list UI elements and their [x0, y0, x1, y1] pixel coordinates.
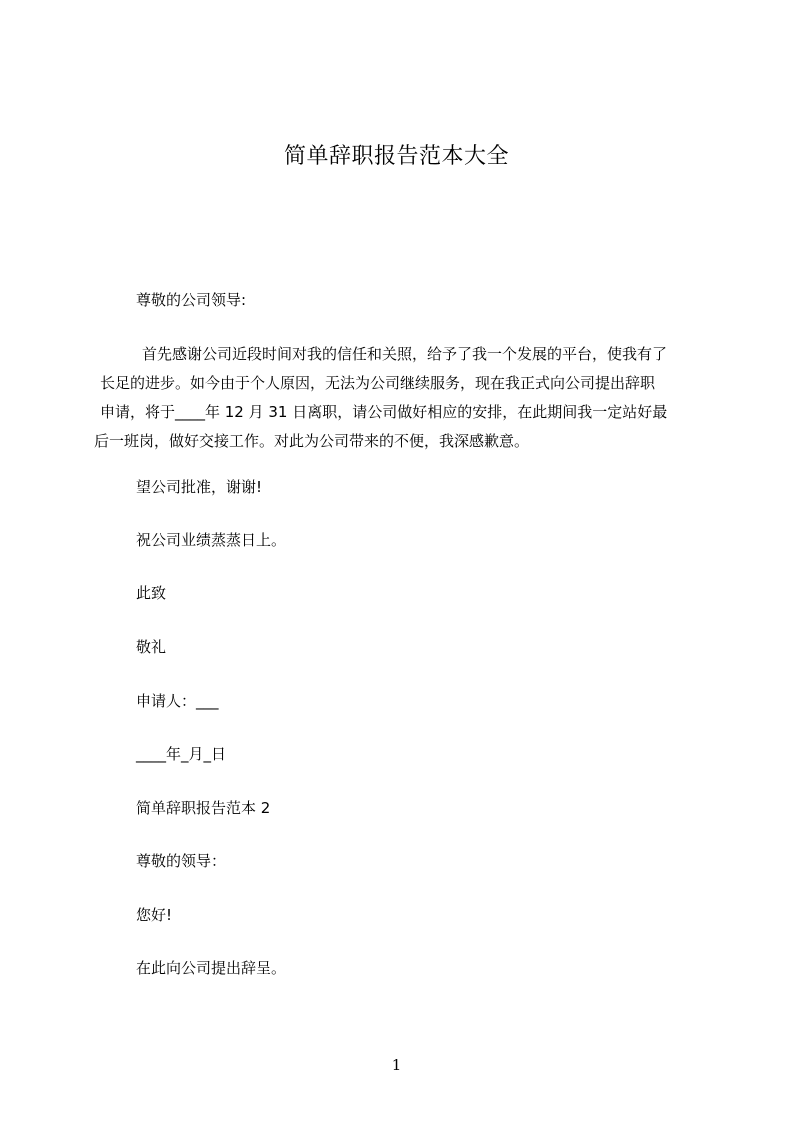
request-line: 望公司批准，谢谢! — [136, 478, 263, 496]
paragraph-line: 首先感谢公司近段时间对我的信任和关照，给予了我一个发展的平台，使我有了 — [142, 345, 668, 363]
wish-line: 祝公司业绩蒸蒸日上。 — [136, 531, 287, 549]
paragraph-line: 后一班岗，做好交接工作。对此为公司带来的不便，我深感歉意。 — [94, 432, 530, 450]
date-line: ____年_月_日 — [136, 745, 227, 763]
closing-regards-line: 敬礼 — [136, 638, 167, 656]
paragraph-line: 长足的进步。如今由于个人原因，无法为公司继续服务，现在我正式向公司提出辞职 — [100, 374, 656, 392]
applicant-line: 申请人：___ — [136, 692, 219, 710]
paragraph-line: 申请，将于____年 12 月 31 日离职，请公司做好相应的安排，在此期间我一定站好最 — [100, 403, 668, 421]
section-heading: 简单辞职报告范本 2 — [136, 799, 271, 817]
statement-line: 在此向公司提出辞呈。 — [136, 959, 287, 977]
body-paragraph — [94, 340, 706, 456]
closing-line: 此致 — [136, 584, 167, 602]
salutation-line: 尊敬的领导： — [136, 852, 227, 870]
greeting-line: 您好! — [136, 906, 173, 924]
salutation-line: 尊敬的公司领导: — [136, 291, 247, 309]
page-number: 1 — [391, 1056, 402, 1074]
document-title: 简单辞职报告范本大全 — [283, 144, 509, 169]
